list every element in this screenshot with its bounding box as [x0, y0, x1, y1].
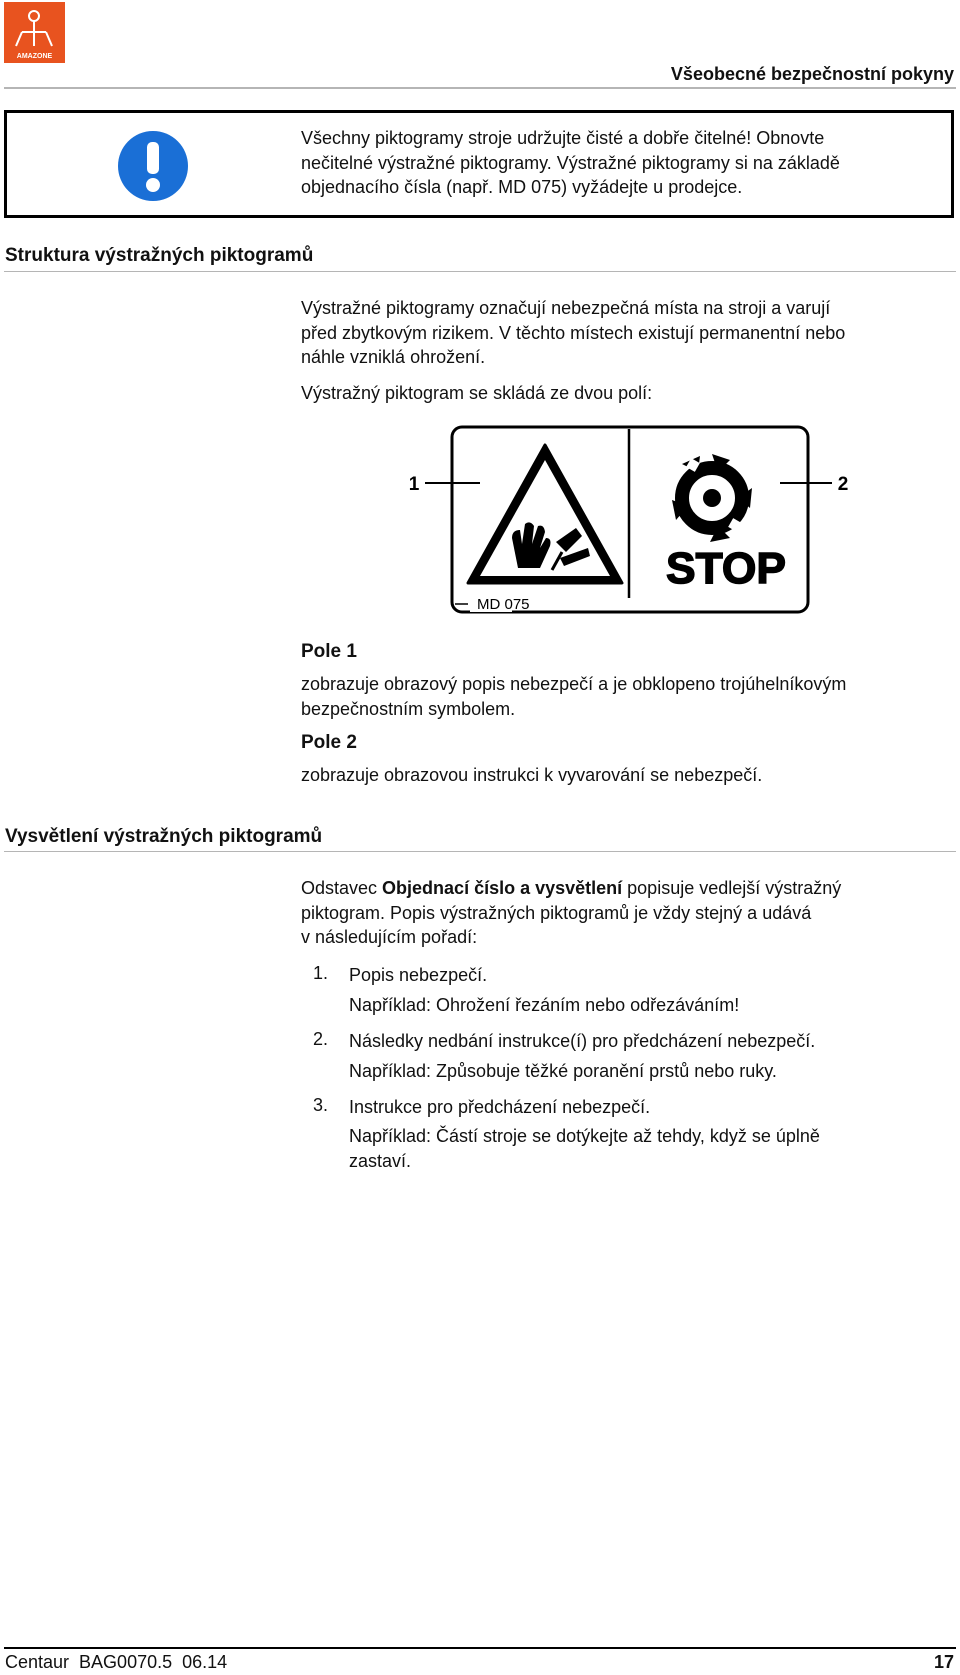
- info-exclamation-icon: [118, 131, 188, 201]
- hazard-triangle-icon: [468, 445, 622, 583]
- pole-1-line: zobrazuje obrazový popis nebezpečí a je obklopeno trojúhelníkovým: [301, 674, 847, 694]
- notice-line: nečitelné výstražné piktogramy. Výstražné piktogramy si na základě: [301, 152, 840, 173]
- pictogram-code: MD 075: [477, 596, 530, 613]
- section-divider: [4, 271, 956, 272]
- rotating-blade-icon: [672, 454, 752, 542]
- explanation-intro-line: v následujícím pořadí:: [301, 927, 478, 947]
- header-divider: [4, 87, 956, 89]
- list-item-example: [349, 1124, 820, 1173]
- notice-line: Všechny piktogramy stroje udržujte čisté a dobře čitelné! Obnovte: [301, 128, 825, 148]
- list-number: 1.: [313, 963, 329, 983]
- footer-divider: [4, 1647, 956, 1649]
- label-2: 2: [837, 474, 849, 495]
- pole-1-line: bezpečnostním symbolem.: [301, 698, 516, 719]
- logo-text: AMAZONE: [16, 53, 53, 60]
- footer-document-id: Centaur BAG0070.5 06.14: [5, 1652, 228, 1672]
- list-item-text: Instrukce pro předcházení nebezpečí.: [349, 1097, 651, 1117]
- pole-2-title: Pole 2: [301, 732, 357, 753]
- pole-1-title: Pole 1: [301, 641, 357, 662]
- page-number: 17: [933, 1652, 954, 1672]
- list-number: 3.: [313, 1095, 329, 1115]
- notice-text: [301, 126, 840, 200]
- intro-line: Výstražné piktogramy označují nebezpečná místa na stroji a varují: [301, 298, 831, 318]
- stop-text: STOP: [666, 544, 786, 593]
- section-heading-explanation: Vysvětlení výstražných piktogramů: [5, 826, 323, 847]
- section-divider: [4, 851, 956, 852]
- list-item-text: Následky nedbání instrukce(í) pro předcházení nebezpečí.: [349, 1031, 816, 1051]
- section-heading-structure: Struktura výstražných piktogramů: [5, 245, 314, 266]
- list-item-text: Popis nebezpečí.: [349, 965, 488, 985]
- structure-intro: [301, 296, 845, 370]
- explanation-intro-line: Odstavec Objednací číslo a vysvětlení popisuje vedlejší výstražný: [301, 878, 842, 898]
- intro-line: náhle vzniklá ohrožení.: [301, 347, 486, 367]
- structure-composed-text: Výstražný piktogram se skládá ze dvou polí:: [301, 383, 653, 403]
- example-line: Například: Částí stroje se dotýkejte až tehdy, když se úplně: [349, 1126, 820, 1146]
- page-title: Všeobecné bezpečnostní pokyny: [670, 64, 954, 84]
- example-line: zastaví.: [349, 1150, 412, 1171]
- amazone-logo: [4, 2, 65, 63]
- logo-graphic: [4, 2, 65, 63]
- pole-2-text: zobrazuje obrazovou instrukci k vyvarování se nebezpečí.: [301, 765, 763, 785]
- list-item-example: Například: Ohrožení řezáním nebo odřezáváním!: [349, 995, 740, 1015]
- intro-line: před zbytkovým rizikem. V těchto místech existují permanentní nebo: [301, 322, 846, 343]
- explanation-intro: [301, 876, 841, 950]
- list-item-example: Například: Způsobuje těžké poranění prstů nebo ruky.: [349, 1061, 777, 1081]
- label-1: 1: [408, 474, 420, 495]
- notice-line: objednacího čísla (např. MD 075) vyžádejte u prodejce.: [301, 177, 743, 197]
- list-number: 2.: [313, 1029, 329, 1049]
- explanation-intro-line: piktogram. Popis výstražných piktogramů je vždy stejný a udává: [301, 902, 812, 923]
- warning-pictogram-figure: [400, 420, 860, 620]
- pole-1-text: [301, 672, 846, 721]
